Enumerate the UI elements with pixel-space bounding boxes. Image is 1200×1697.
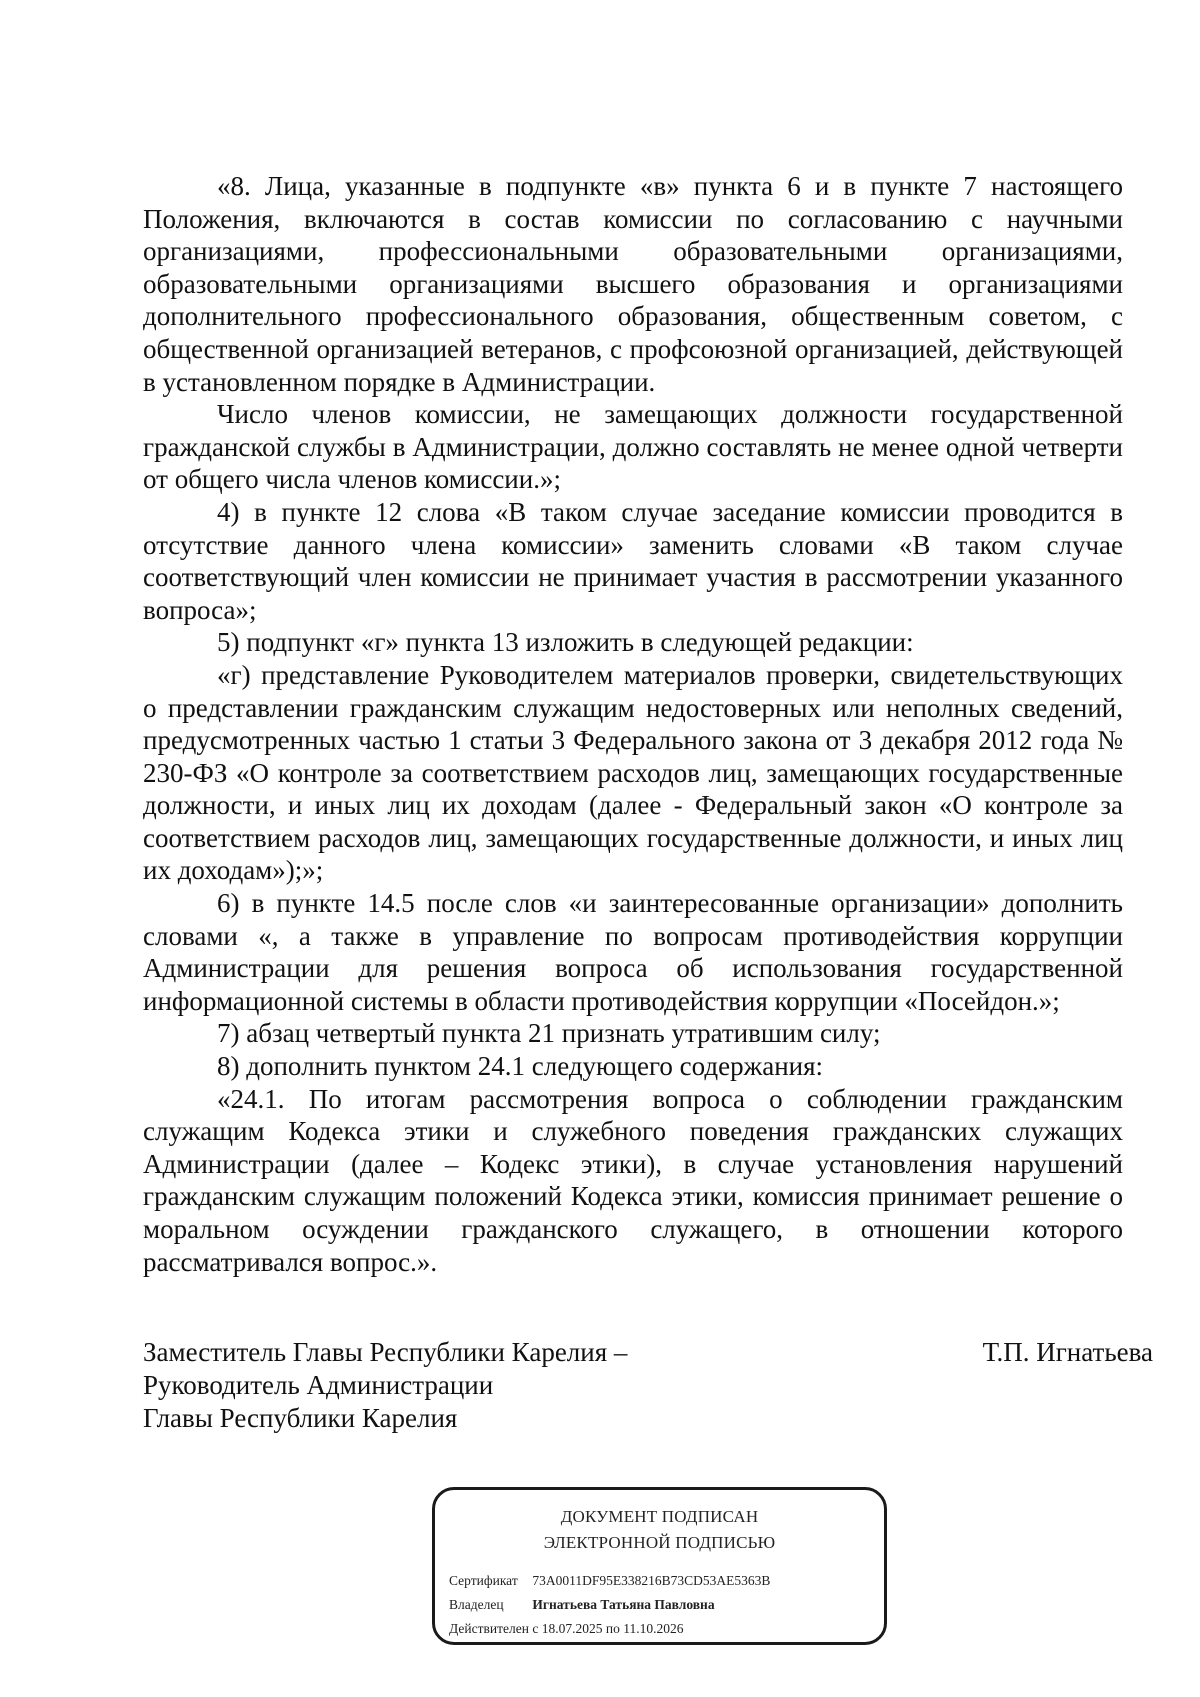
stamp-heading-line: ЭЛЕКТРОННОЙ ПОДПИСЬЮ <box>543 1533 776 1552</box>
stamp-validity-row <box>449 1621 683 1637</box>
stamp-owner-row <box>449 1597 715 1613</box>
signatory-name: Т.П. Игнатьева <box>982 1337 1153 1367</box>
stamp-owner-label: Владелец <box>449 1597 504 1612</box>
stamp-certificate-row <box>449 1573 770 1589</box>
paragraph-amendment-8: 8) дополнить пунктом 24.1 следующего содержания: <box>217 1051 824 1082</box>
stamp-heading <box>435 1504 884 1556</box>
signature-block <box>143 1336 1153 1435</box>
signatory-title-line: Заместитель Главы Республики Карелия – <box>143 1337 628 1367</box>
stamp-certificate-label: Сертификат <box>449 1573 518 1588</box>
stamp-heading-line: ДОКУМЕНТ ПОДПИСАН <box>560 1507 759 1526</box>
paragraph-commission-members: Число членов комиссии, не замещающих должности государственной гражданской службы в Администрации, должно составлять не менее одной четверти от общего числа членов комиссии.»; <box>143 399 1123 495</box>
paragraph-amendment-7: 7) абзац четвертый пункта 21 признать утратившим силу; <box>217 1018 881 1049</box>
stamp-certificate-value: 73A0011DF95E338216B73CD53AE5363B <box>532 1573 771 1588</box>
paragraph-amendment-6: 6) в пункте 14.5 после слов «и заинтересованные организации» дополнить словами «, а также в управление по вопросам противодействия коррупции Администрации для решения вопроса об использования государственной информационной системы в области противодействия коррупции «Посейдон.»; <box>143 888 1123 1016</box>
stamp-validity-value: с 18.07.2025 по 11.10.2026 <box>532 1621 684 1636</box>
paragraph-item-24-1: «24.1. По итогам рассмотрения вопроса о соблюдении гражданским служащим Кодекса этики и служебного поведения гражданских служащих Администрации (далее – Кодекс этики), в случае установления нарушений гражданским служащим положений Кодекса этики, комиссия принимает решение о моральном осуждении гражданского служащего, в отношении которого рассматривался вопрос.». <box>143 1083 1123 1277</box>
stamp-validity-label: Действителен <box>449 1621 529 1636</box>
document-body <box>143 170 1123 1278</box>
paragraph-item-8: «8. Лица, указанные в подпункте «в» пункта 6 и в пункте 7 настоящего Положения, включаются в состав комиссии по согласованию с научными организациями, профессиональными образовательными организациями, образовательными организациями высшего образования и организациями дополнительного профессионального образования, общественным советом, с общественной организацией ветеранов, с профсоюзной организацией, действующей в установленном порядке в Администрации. <box>143 171 1123 397</box>
paragraph-subitem-g: «г) представление Руководителем материалов проверки, свидетельствующих о представлении гражданским служащим недостоверных или неполных сведений, предусмотренных частью 1 статьи 3 Федерального закона от 3 декабря 2012 года № 230-ФЗ «О контроле за соответствием расходов лиц, замещающих государственные должности, и иных лиц их доходам (далее - Федеральный закон «О контроле за соответствием расходов лиц, замещающих государственные должности, и иных лиц их доходам»);»; <box>143 659 1123 886</box>
signatory-title-line: Руководитель Администрации <box>143 1370 494 1400</box>
paragraph-amendment-5: 5) подпункт «г» пункта 13 изложить в следующей редакции: <box>217 627 914 658</box>
paragraph-amendment-4: 4) в пункте 12 слова «В таком случае заседание комиссии проводится в отсутствие данного члена комиссии» заменить словами «В таком случае соответствующий член комиссии не принимает участия в рассмотрении указанного вопроса»; <box>143 496 1123 625</box>
signatory-title-line: Главы Республики Карелия <box>143 1403 458 1433</box>
electronic-signature-stamp <box>432 1487 887 1645</box>
stamp-owner-value: Игнатьева Татьяна Павловна <box>532 1597 715 1612</box>
